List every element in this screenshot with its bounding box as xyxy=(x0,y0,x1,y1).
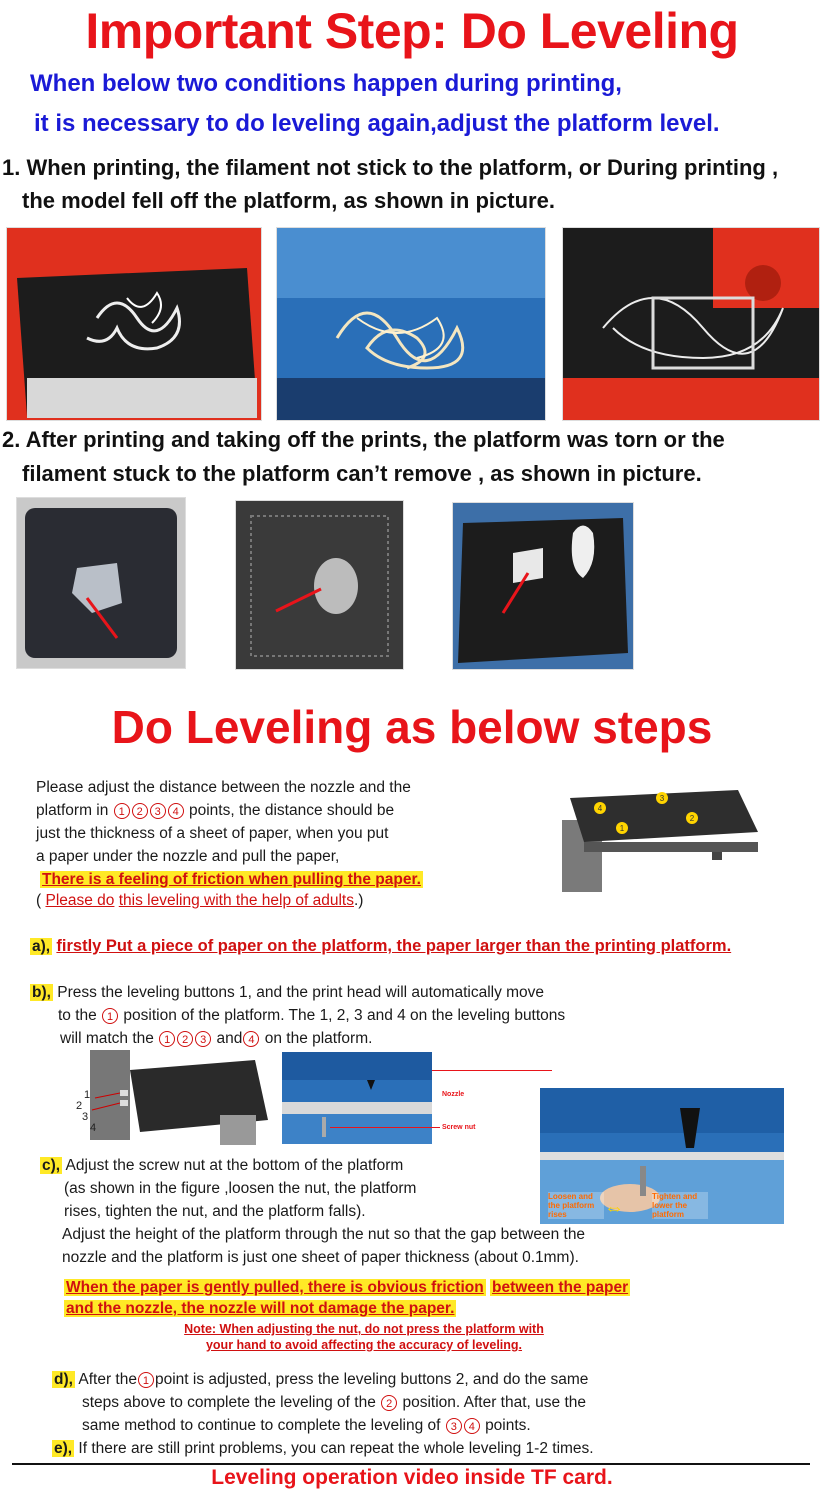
step-c xyxy=(40,1154,820,1269)
step-b-and: and xyxy=(216,1030,243,1047)
step-d-label: d), xyxy=(54,1371,73,1388)
step-a xyxy=(30,935,820,958)
step-c-line-5: nozzle and the platform is just one sheet of paper thickness (about 0.1mm). xyxy=(62,1249,579,1266)
nozzle-pointer-line xyxy=(432,1070,552,1071)
friction-line-1a: When the paper is gently pulled, there is obvious friction xyxy=(66,1279,484,1296)
step-e xyxy=(52,1437,822,1460)
note-line-1: Note: When adjusting the nut, do not press the platform with xyxy=(184,1322,544,1336)
footer-text: Leveling operation video inside TF card. xyxy=(211,1466,613,1489)
svg-text:2: 2 xyxy=(689,814,695,823)
bed-diagram xyxy=(562,780,762,892)
step-d-line-2-post: position. After that, use the xyxy=(402,1394,586,1411)
step-b-line-2-pre: to the xyxy=(58,1007,97,1024)
printer-buttons-diagram xyxy=(80,1050,270,1150)
step-b-label: b), xyxy=(32,984,51,1001)
instructions-line-2-pre: platform in xyxy=(36,802,109,819)
friction-line-1b: between the paper xyxy=(492,1279,629,1296)
friction-highlight-text: There is a feeling of friction when pulling the paper. xyxy=(42,871,421,888)
screw-pointer-line xyxy=(330,1127,440,1128)
nozzle-label: Nozzle xyxy=(442,1091,465,1098)
photo-stuck-filament-3 xyxy=(452,502,634,670)
step-b-circled-4: 4 xyxy=(243,1031,259,1047)
photo-loose-filament-1 xyxy=(6,227,262,421)
instructions-line-2-post: points, the distance should be xyxy=(189,802,395,819)
step-c-line-4: Adjust the height of the platform through the nut so that the gap between the xyxy=(62,1226,586,1243)
adults-open: ( xyxy=(36,892,42,909)
photo-torn-platform-1 xyxy=(16,497,186,669)
svg-text:1: 1 xyxy=(619,824,625,833)
friction-line-2: and the nozzle, the nozzle will not damage the paper. xyxy=(66,1300,455,1317)
step-d xyxy=(52,1368,822,1437)
button-label-2: 2 xyxy=(76,1100,83,1112)
adults-close: .) xyxy=(353,892,364,909)
step-b-line-3-post: on the platform. xyxy=(264,1030,373,1047)
svg-text:4: 4 xyxy=(597,804,603,813)
step-b-circled-2: 2 xyxy=(177,1031,193,1047)
photo-loose-filament-2 xyxy=(276,227,546,421)
double-arrow-icon: ⇔ xyxy=(604,1197,624,1219)
button-label-3: 3 xyxy=(82,1111,89,1123)
step-c-line-3: rises, tighten the nut, and the platform falls). xyxy=(64,1203,366,1220)
button-number-labels xyxy=(72,1090,96,1134)
step-d-line-3-pre: same method to continue to complete the leveling of xyxy=(82,1417,441,1434)
nozzle-screw-diagram xyxy=(282,1052,432,1144)
step-a-label: a), xyxy=(32,938,51,955)
circled-3: 3 xyxy=(150,803,166,819)
step-b-circled-1b: 1 xyxy=(159,1031,175,1047)
page-title: Important Step: Do Leveling xyxy=(85,3,739,59)
step-b-line-1: Press the leveling buttons 1, and the print head will automatically move xyxy=(57,984,545,1001)
step-d-line-3-post: points. xyxy=(485,1417,531,1434)
friction-block xyxy=(64,1276,794,1320)
step-b-line-3-pre: will match the xyxy=(60,1030,154,1047)
adults-text-a: Please do xyxy=(45,892,115,909)
section-title: Do Leveling as below steps xyxy=(111,701,713,753)
circled-4: 4 xyxy=(168,803,184,819)
condition-2-line-1: 2. After printing and taking off the prints, the platform was torn or the xyxy=(2,427,725,452)
loosen-label: Loosen and the platform rises xyxy=(548,1192,604,1219)
instructions-line-3: just the thickness of a sheet of paper, when you put xyxy=(36,825,389,842)
condition-1-line-1: 1. When printing, the filament not stick to the platform, or During printing , xyxy=(2,155,779,180)
intro-line-2: it is necessary to do leveling again,adjust the platform level. xyxy=(34,110,720,137)
step-c-label: c), xyxy=(42,1157,61,1174)
instructions-line-1: Please adjust the distance between the nozzle and the xyxy=(36,779,411,796)
screw-nut-label: Screw nut xyxy=(442,1124,476,1131)
svg-text:3: 3 xyxy=(659,794,665,803)
note-block xyxy=(64,1321,664,1353)
circled-2: 2 xyxy=(132,803,148,819)
intro-line-1: When below two conditions happen during printing, xyxy=(30,70,622,97)
step-d-line-1-post: point is adjusted, press the leveling buttons 2, and do the same xyxy=(154,1371,589,1388)
condition-1-line-2: the model fell off the platform, as shown in picture. xyxy=(22,188,555,213)
adults-text-b: this leveling with the help of adults xyxy=(118,892,354,909)
step-b-circled-3: 3 xyxy=(195,1031,211,1047)
step-c-line-1: Adjust the screw nut at the bottom of the platform xyxy=(65,1157,404,1174)
friction-highlight xyxy=(40,868,566,891)
footer-divider xyxy=(12,1463,810,1465)
tighten-label: Tighten and lower the platform xyxy=(652,1192,708,1219)
condition-2-line-2: filament stuck to the platform can’t remove , as shown in picture. xyxy=(22,461,702,486)
adults-line xyxy=(36,889,566,912)
step-b xyxy=(30,981,820,1050)
step-a-text: firstly Put a piece of paper on the platform, the paper larger than the printing platform. xyxy=(56,937,732,955)
step-d-line-2-pre: steps above to complete the leveling of the xyxy=(82,1394,376,1411)
photo-loose-filament-3 xyxy=(562,227,820,421)
step-b-circled-1: 1 xyxy=(102,1008,118,1024)
button-label-1: 1 xyxy=(84,1089,91,1101)
circled-1: 1 xyxy=(114,803,130,819)
photo-torn-platform-2 xyxy=(235,500,404,670)
instructions-block xyxy=(36,776,566,912)
instructions-line-2 xyxy=(36,799,566,822)
step-d-circled-3: 3 xyxy=(446,1418,462,1434)
step-d-circled-2: 2 xyxy=(381,1395,397,1411)
step-b-line-2-post: position of the platform. The 1, 2, 3 and 4 on the leveling buttons xyxy=(123,1007,566,1024)
step-e-text: If there are still print problems, you can repeat the whole leveling 1-2 times. xyxy=(78,1440,594,1457)
note-line-2: your hand to avoid affecting the accuracy of leveling. xyxy=(205,1338,523,1352)
step-d-circled-4: 4 xyxy=(464,1418,480,1434)
step-c-line-2: (as shown in the figure ,loosen the nut, the platform xyxy=(64,1180,417,1197)
step-d-circled-1: 1 xyxy=(138,1372,154,1388)
button-label-4: 4 xyxy=(90,1122,97,1134)
step-e-label: e), xyxy=(54,1440,73,1457)
instructions-line-4: a paper under the nozzle and pull the paper, xyxy=(36,848,340,865)
step-d-line-1-pre: After the xyxy=(78,1371,137,1388)
